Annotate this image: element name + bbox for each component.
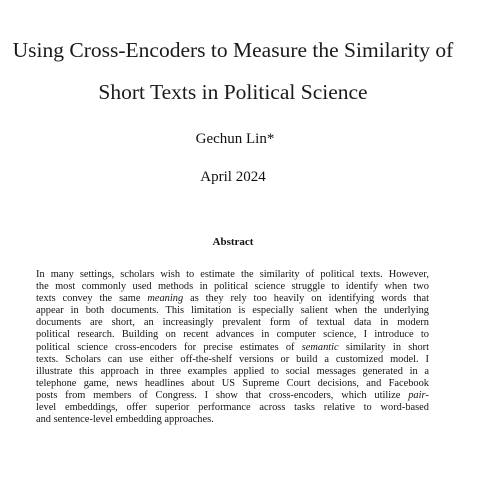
abstract-line: texts convey the same meaning as they rely too heavily on identifying words that	[36, 293, 429, 305]
abstract-line: illustrate this approach in three examples applied to social messages generated in a	[36, 365, 429, 377]
emphasized-word: semantic	[301, 341, 339, 353]
abstract-heading: Abstract	[212, 236, 254, 248]
emphasized-word: pair	[408, 389, 426, 401]
emphasized-word: meaning	[147, 293, 184, 305]
paper-title-line-2: Short Texts in Political Science	[98, 80, 368, 104]
author-name: Gechun Lin*	[195, 131, 275, 147]
publication-date: April 2024	[200, 169, 266, 185]
abstract-line: telephone game, news headlines about US Supreme Court decisions, and Facebook	[36, 377, 429, 389]
abstract-line: and sentence-level embedding approaches.	[36, 414, 214, 426]
abstract-line: level embeddings, offer superior performance across tasks relative to word-based	[36, 402, 429, 414]
paper-title-line-1: Using Cross-Encoders to Measure the Similarity of	[12, 38, 454, 62]
abstract-line: appear in both documents. This limitation is especially salient when the underlying	[36, 305, 429, 317]
abstract-body	[36, 269, 429, 426]
abstract-line: In many settings, scholars wish to estimate the similarity of political texts. However,	[36, 269, 429, 280]
abstract-line: political science cross-encoders for precise estimates of semantic similarity in short	[36, 341, 430, 353]
abstract-line: texts. Scholars can use either off-the-shelf versions or build a customized model. I	[36, 353, 429, 365]
abstract-line: posts from members of Congress. I show that cross-encoders, which utilize pair-	[36, 389, 429, 401]
abstract-line: documents are short, an increasingly prevalent form of textual data in modern	[36, 317, 429, 329]
abstract-line: the most commonly used methods in political science struggle to identify when two	[36, 281, 429, 293]
abstract-line: political research. Building on recent advances in computer science, I introduce to	[36, 329, 429, 341]
